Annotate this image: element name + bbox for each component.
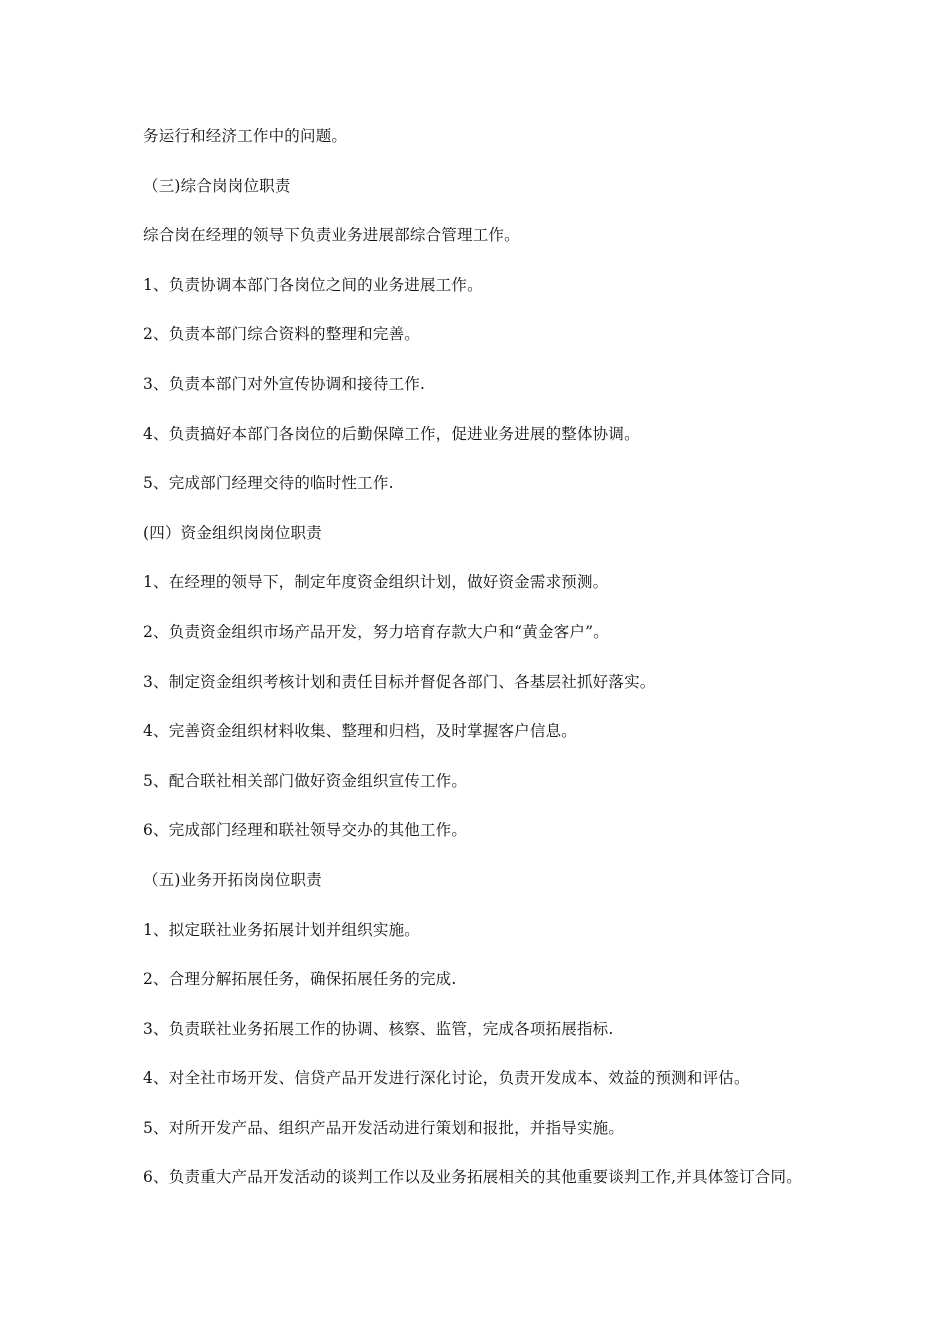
section-heading-comprehensive-post: （三)综合岗岗位职责 (143, 176, 291, 195)
list-item: 4、负责搞好本部门各岗位的后勤保障工作，促进业务进展的整体协调。 (143, 424, 640, 443)
paragraph-continuation: 务运行和经济工作中的问题。 (143, 127, 348, 145)
list-item: 5、对所开发产品、组织产品开发活动进行策划和报批，并指导实施。 (143, 1118, 625, 1137)
list-item: 5、配合联社相关部门做好资金组织宣传工作。 (143, 771, 468, 790)
list-item: 6、完成部门经理和联社领导交办的其他工作。 (143, 821, 468, 840)
list-item: 6、负责重大产品开发活动的谈判工作以及业务拓展相关的其他重要谈判工作,并具体签订合同。 (143, 1168, 802, 1187)
list-item: 2、合理分解拓展任务，确保拓展任务的完成. (143, 970, 457, 989)
list-item: 1、拟定联社业务拓展计划并组织实施。 (143, 920, 420, 939)
section-heading-funding-post: (四）资金组织岗岗位职责 (143, 523, 322, 542)
list-item: 1、负责协调本部门各岗位之间的业务进展工作。 (143, 275, 483, 294)
list-item: 5、完成部门经理交待的临时性工作. (143, 474, 394, 493)
document-body (143, 124, 815, 1190)
section-heading-business-expansion-post: （五)业务开拓岗岗位职责 (143, 870, 322, 889)
list-item: 3、负责联社业务拓展工作的协调、核察、监管，完成各项拓展指标. (143, 1019, 614, 1038)
list-item: 4、完善资金组织材料收集、整理和归档，及时掌握客户信息。 (143, 722, 577, 741)
list-item: 2、负责资金组织市场产品开发，努力培育存款大户和“黄金客户”。 (143, 622, 609, 641)
list-item: 2、负责本部门综合资料的整理和完善。 (143, 325, 420, 344)
list-item: 3、制定资金组织考核计划和责任目标并督促各部门、各基层社抓好落实。 (143, 672, 656, 691)
paragraph-intro: 综合岗在经理的领导下负责业务进展部综合管理工作。 (143, 226, 520, 245)
list-item: 3、负责本部门对外宣传协调和接待工作. (143, 374, 426, 393)
list-item: 1、在经理的领导下，制定年度资金组织计划，做好资金需求预测。 (143, 573, 609, 592)
list-item: 4、对全社市场开发、信贷产品开发进行深化讨论，负责开发成本、效益的预测和评估。 (143, 1069, 750, 1088)
